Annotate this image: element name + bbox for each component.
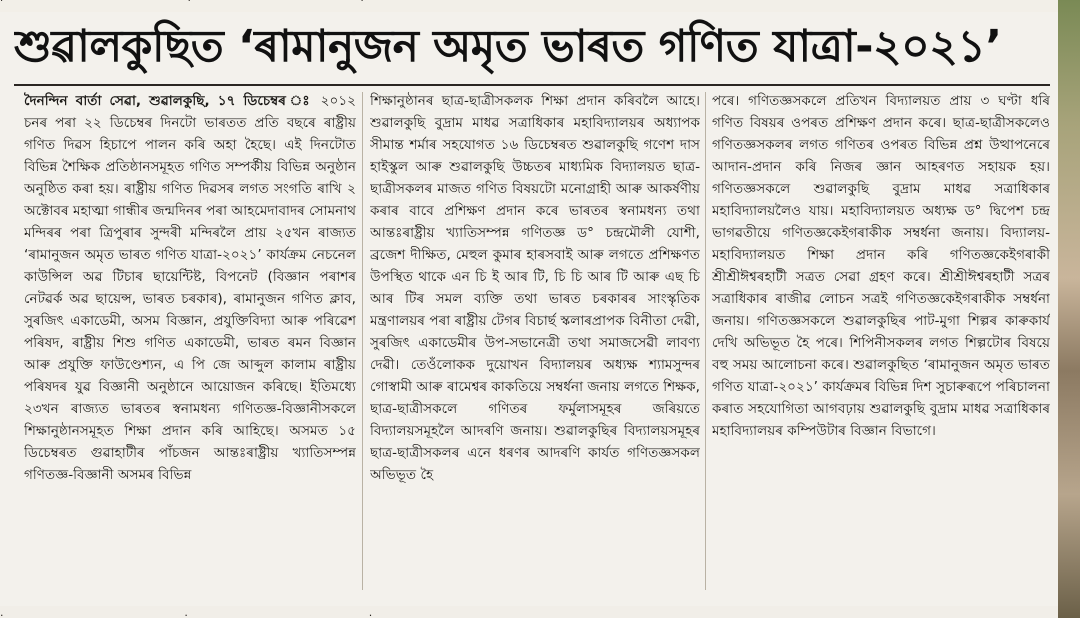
article-column-1 <box>24 90 356 590</box>
column-1-body: ২০১২ চনৰ পৰা ২২ ডিচেম্বৰ দিনটো ভাৰতত প্ৰতি বছৰে ৰাষ্ট্ৰীয় গণিত দিৱস হিচাপে পালন কৰি অহা হৈছে। এই দিনটোত বিভিন্ন শৈক্ষিক প্ৰতিষ্ঠানসমূহত গণিত সম্পৰ্কীয় বিভিন্ন অনুষ্ঠান অনুষ্ঠিত কৰা হয়। ৰাষ্ট্ৰীয় গণিত দিৱসৰ লগত সংগতি ৰাখি ২ অক্টোবৰ মহাত্মা গান্ধীৰ জন্মদিনৰ পৰা আহমেদাবাদৰ সোমনাথ মন্দিৰৰ পৰা ত্ৰিপুৰাৰ সুন্দৰী মন্দিৰলৈ প্ৰায় ২৫খন ৰাজ্যত ‘ৰামানুজন অমৃত ভাৰত গণিত যাত্ৰা-২০২১’ কাৰ্যক্ৰম নেচনেল কাউন্সিল অৱ টিচাৰ ছায়েন্টিষ্ট, বিপনেট (বিজ্ঞান পৰাশৰ নেটৱৰ্ক অৱ ছায়েন্স, ভাৰত চৰকাৰ), ৰামানুজন গণিত ক্লাব, সুৰজিৎ একাডেমী, অসম বিজ্ঞান, প্ৰযুক্তিবিদ্যা আৰু পৰিৱেশ পৰিষদ, ৰাষ্ট্ৰীয় শিশু গণিত একাডেমী, ভাৰত ৰমন বিজ্ঞান আৰু প্ৰযুক্তি ফাউণ্ডেশ্যন, এ পি জে আব্দুল কালাম ৰাষ্ট্ৰীয় পৰিষদৰ যুৱ বিজ্ঞানী অনুষ্ঠানে আয়োজন কৰিছে। ইতিমধ্যে ২৩খন ৰাজ্যত ভাৰতৰ স্বনামধন্য গণিতজ্ঞ-বিজ্ঞানীসকলে শিক্ষানুষ্ঠানসমূহত শিক্ষা প্ৰদান কৰি আহিছে। অসমত ১৫ ডিচেম্বৰত গুৱাহাটীৰ পাঁচজন আন্তঃৰাষ্ট্ৰীয় খ্যাতিসম্পন্ন গণিতজ্ঞ-বিজ্ঞানী অসমৰ বিভিন্ন <box>24 93 356 483</box>
column-divider-2 <box>705 92 706 590</box>
column-2-body: শিক্ষানুষ্ঠানৰ ছাত্ৰ-ছাত্ৰীসকলক শিক্ষা প্ৰদান কৰিবলৈ আহে। শুৱালকুছি বুদ্ৰাম মাধৱ সত্ৰাধিকাৰ মহাবিদ্যালয়ৰ অধ্যাপক সীমান্ত শৰ্মাৰ সহযোগত ১৬ ডিচেম্বৰত শুৱালকুছি গণেশ দাস হাইস্কুল আৰু শুৱালকুছি উচ্চতৰ মাধ্যমিক বিদ্যালয়ত ছাত্ৰ-ছাত্ৰীসকলৰ মাজত গণিত বিষয়টো মনোগ্ৰাহী আৰু আকৰ্ষণীয় কৰাৰ বাবে প্ৰশিক্ষণ প্ৰদান কৰে ভাৰতৰ স্বনামধন্য তথা আন্তঃৰাষ্ট্ৰীয় খ্যাতিসম্পন্ন গণিতজ্ঞ ড° চন্দ্ৰমৌলী যোশী, ব্ৰজেশ দীক্ষিত, মেহুল কুমাৰ হাৰসবাই আৰু লগতে প্ৰশিক্ষণত উপস্থিত থাকে এন চি ই আৰ টি, চি চি আৰ টি আৰু এছ চি আৰ টিৰ সমল ব্যক্তি তথা ভাৰত চৰকাৰৰ সাংস্কৃতিক মন্ত্ৰণালয়ৰ পৰা ৰাষ্ট্ৰীয় টেগৰ বিচাৰ্ছ স্কলাৰপ্ৰাপক বিনীতা দেৱী, সুৰজিৎ একাডেমীৰ উপ-সভানেত্ৰী তথা সমাজসেৱী লাবণ্য দেৱী। তেওঁলোকক দুয়োখন বিদ্যালয়ৰ অধ্যক্ষ শ্যামসুন্দৰ গোস্বামী আৰু ৰামেশ্বৰ কাকতিয়ে সম্বৰ্ধনা জনায় লগতে শিক্ষক, ছাত্ৰ-ছাত্ৰীসকলে গণিতৰ ফৰ্মুলাসমূহৰ জৰিয়তে বিদ্যালয়সমূহলৈ আদৰণি জনায়। শুৱালকুছিৰ বিদ্যালয়সমূহৰ ছাত্ৰ-ছাত্ৰীসকলৰ এনে ধৰণৰ আদৰণি কাৰ্যত গণিতজ্ঞসকল অভিভূত হৈ <box>370 93 700 483</box>
article-column-2 <box>370 90 700 590</box>
column-divider-1 <box>362 92 363 590</box>
column-1-text <box>24 90 356 486</box>
background-foliage-edge <box>1058 0 1080 618</box>
dateline: দৈনন্দিন বাৰ্তা সেৱা, শুৱালকুছি, ১৭ ডিচেম্বৰ ঃ <box>24 93 313 109</box>
article-column-3 <box>712 90 1050 590</box>
cropped-previous-article-strip: · · · <box>0 0 1080 13</box>
column-3-body: পৰে। গণিতজ্ঞসকলে প্ৰতিখন বিদ্যালয়ত প্ৰায় ৩ ঘণ্টা ধৰি গণিত বিষয়ৰ ওপৰত প্ৰশিক্ষণ প্ৰদান কৰে। ছাত্ৰ-ছাত্ৰীসকলেও গণিতজ্ঞসকলৰ লগত গণিতৰ ওপৰত বিভিন্ন প্ৰশ্ন উত্থাপনেৰে আদান-প্ৰদান কৰি নিজৰ জ্ঞান আহৰণত সহায়ক হয়। গণিতজ্ঞসকলে শুৱালকুছি বুদ্ৰাম মাধৱ সত্ৰাধিকাৰ মহাবিদ্যালয়লৈও যায়। মহাবিদ্যালয়ত অধ্যক্ষ ড° দ্বিপেশ চন্দ্ৰ ভাগৱতীয়ে গণিতজ্ঞকেইগৰাকীক সম্বৰ্ধনা জনায়। বিদ্যালয়-মহাবিদ্যালয়ত শিক্ষা প্ৰদান কৰি গণিতজ্ঞকেইগৰাকী শ্ৰীশ্ৰীঈশ্বৰহাটী সত্ৰত সেৱা গ্ৰহণ কৰে। শ্ৰীশ্ৰীঈশ্বৰহাটী সত্ৰৰ সত্ৰাধিকাৰ ৰাজীৱ লোচন সত্ৰই গণিতজ্ঞকেইগৰাকীক সম্বৰ্ধনা জনায়। গণিতজ্ঞসকলে শুৱালকুছিৰ পাট-মুগা শিল্পৰ কাৰুকাৰ্য দেখি অভিভূত হৈ পৰে। শিপিনীসকলৰ লগত শিল্পটোৰ বিষয়ে বহু সময় আলোচনা কৰে। শুৱালকুছিত ‘ৰামানুজন অমৃত ভাৰত গণিত যাত্ৰা-২০২১’ কাৰ্যক্ৰমৰ বিভিন্ন দিশ সুচাৰুৰূপে পৰিচালনা কৰাত সহযোগিতা আগবঢ়ায় শুৱালকুছি বুদ্ৰাম মাধৱ সত্ৰাধিকাৰ মহাবিদ্যালয়ৰ কম্পিউটাৰ বিজ্ঞান বিভাগে। <box>712 93 1050 439</box>
cropped-next-article-strip: · · · <box>0 606 1058 618</box>
article-headline: শুৱালকুছিত ‘ৰামানুজন অমৃত ভাৰত গণিত যাত্ৰা-২০২১’ <box>14 21 1002 72</box>
headline-divider <box>14 84 1050 86</box>
